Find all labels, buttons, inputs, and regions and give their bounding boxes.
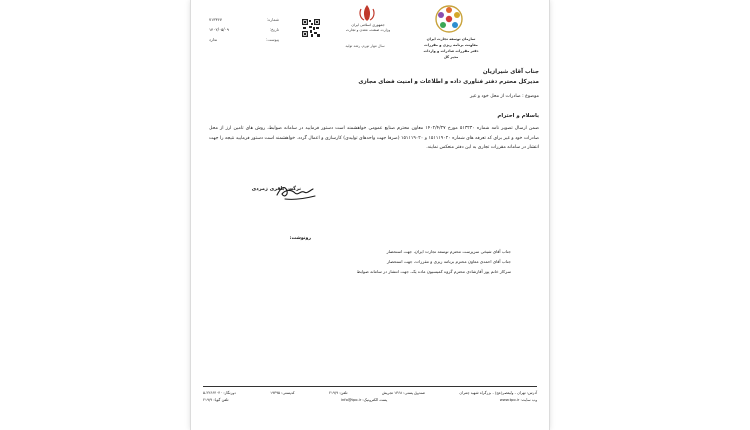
qr-code [301, 18, 321, 38]
date-value: ۱۴۰۲/۰۵/۰۹ [209, 27, 229, 32]
copy-recipient: جناب آقای احمدی معاون محترم برنامه ریزی و مقررات، جهت استحضار [386, 259, 511, 264]
iran-emblem-icon [357, 4, 377, 22]
letter-meta [209, 15, 279, 45]
footer-website[interactable]: وب سایت: www.tpo.ir [499, 398, 537, 402]
footer-email[interactable]: پست الکترونیک: info@tpo.ir [340, 398, 388, 402]
year-slogan: سال مهار تورم، رشد تولید [345, 44, 385, 48]
footer-address: آدرس: تهران - ولیعصر(عج) - بزرگراه شهید چمران [459, 391, 537, 395]
footer-postal-code: کدپستی: ۱۹۳۹۵ [270, 391, 295, 395]
date-label: تاریخ: [269, 27, 279, 32]
meta-attachment [209, 35, 279, 45]
letter-body: ضمن ارسال تصویر نامه شماره ۵۱۳۲۳۰ مورخ ۱۴۰۲/۴/۲۷ معاون محترم صنایع عمومی خواهشمند است دستور فرمایید در سامانه ضوابط، روش های تامین ارز از محل صادرات خود و غیر برای کد تعرفه های شماره ۱۵۱۱۱۹۰۲۰ و ۱۵۱۱۱۹۰۲۰ (صرفا جهت واحدهای تولیدی) کارسازی و اعمال گردد. خواهشمند است دستور فرمایید نتیجه را جهت انتشار در سامانه مقررات تجاری به این دفتر منعکس نمایند. [209, 126, 540, 150]
copy-recipient: سرکار خانم پور آقارشادی محترم گروه کمیسیون ماده یک، جهت انتشار در سامانه ضوابط [356, 269, 511, 274]
letter-page [191, 0, 549, 430]
attachment-label: پیوست: [265, 37, 279, 42]
gov-line: جمهوری اسلامی ایران [351, 23, 385, 27]
organization-logo [434, 4, 464, 34]
copy-recipient: جناب آقای شیخی سرپرست محترم توسعه تجارت ایران، جهت استحضار [386, 249, 511, 254]
attachment-value: ندارد [209, 37, 218, 42]
footer-po-box: صندوق پستی: ۱۳۶۸ تجریش [381, 391, 426, 395]
recipient-name: جناب آقای شیرازیان [482, 69, 539, 75]
meta-number [209, 15, 279, 25]
recipient-block [211, 67, 539, 87]
signer-name: نرگس باقری زمردی [251, 186, 301, 192]
org-line: معاونت برنامه ریزی و مقررات [424, 43, 478, 47]
recipient-title: مدیرکل محترم دفتر فناوری داده و اطلاعات و امنیت فضای مجازی [358, 79, 539, 85]
org-line: مدیر کل [443, 55, 459, 59]
copies-title: رونوشت: [289, 236, 311, 241]
copies-list [211, 247, 511, 277]
meta-date [209, 25, 279, 35]
footer-line-2 [203, 397, 537, 404]
number-label: شماره: [266, 17, 279, 22]
org-line: سازمان توسعه تجارت ایران [426, 37, 476, 41]
footer-divider [203, 386, 537, 387]
footer-line-1 [203, 390, 537, 397]
handwritten-signature [273, 181, 319, 203]
footer-fax: دورنگار: ۲۲۶۶۴۰۴۰-۵ [203, 391, 236, 395]
number-value: ۷۱۳۳۶۷ [209, 17, 222, 22]
government-lines [341, 23, 395, 33]
greeting: باسلام و احترام [497, 113, 539, 119]
letter-footer [203, 390, 537, 404]
org-line: دفتر مقررات صادرات و واردات [423, 49, 479, 53]
footer-callcenter: تلفن گویا: ۲۱۹/۹ [203, 398, 229, 402]
footer-phone: تلفن: ۲۱۹/۹ [328, 391, 348, 395]
gov-line: وزارت صنعت، معدن و تجارت [345, 28, 391, 32]
organization-name [413, 36, 489, 60]
letter-subject: موضوع : صادرات از محل خود و غیر [470, 94, 539, 99]
